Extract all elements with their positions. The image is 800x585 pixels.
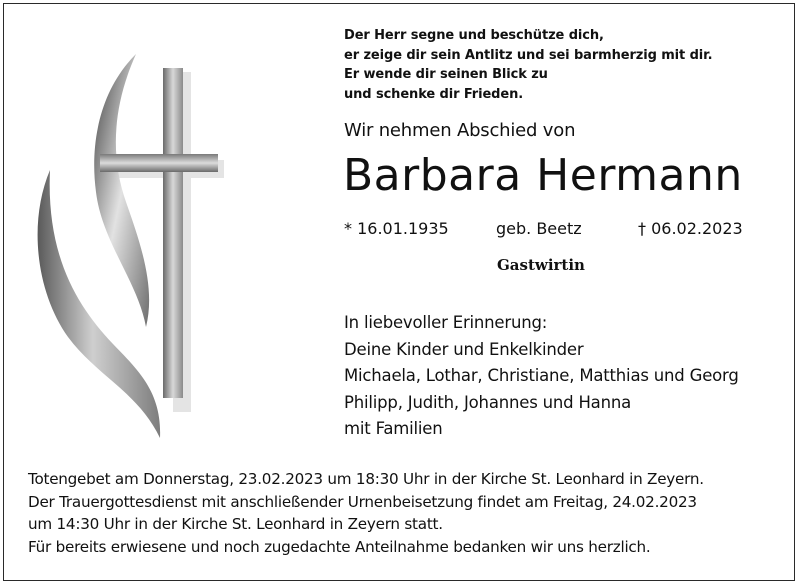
death-date: † 06.02.2023 (638, 219, 743, 238)
service-line: Der Trauergottesdienst mit anschließender Urnenbeisetzung findet am Freitag, 24.02.2023 (28, 492, 697, 511)
mourners-line: Michaela, Lothar, Christiane, Matthias und Georg (344, 366, 739, 385)
service-line: Totengebet am Donnerstag, 23.02.2023 um 18:30 Uhr in der Kirche St. Leonhard in Zeyern. (28, 470, 704, 488)
mourners-line: Philipp, Judith, Johannes und Hanna (344, 392, 632, 412)
farewell-intro: Wir nehmen Abschied von (344, 120, 576, 141)
blessing-line: er zeige dir sein Antlitz und sei barmherzig mit dir. (344, 47, 713, 63)
maiden-name: geb. Beetz (496, 219, 582, 238)
mourners-block (344, 310, 739, 443)
blessing-line: Er wende dir seinen Blick zu (344, 67, 548, 82)
deceased-name: Barbara Hermann (343, 150, 743, 201)
service-line: um 14:30 Uhr in der Kirche St. Leonhard in Zeyern statt. (28, 515, 443, 533)
blessing-line: und schenke dir Frieden. (344, 86, 524, 102)
blessing-verse (344, 26, 712, 104)
blessing-line: Der Herr segne und beschütze dich, (344, 28, 604, 43)
mourners-line: In liebevoller Erinnerung: (344, 313, 548, 332)
occupation: Gastwirtin (497, 256, 585, 274)
mourners-line: Deine Kinder und Enkelkinder (344, 339, 584, 359)
cross-with-flame-icon (28, 52, 228, 444)
service-info (28, 468, 704, 558)
service-line: Für bereits erwiesene und noch zugedachte Anteilnahme bedanken wir uns herzlich. (28, 537, 651, 556)
mourners-line: mit Familien (344, 419, 443, 438)
birth-date: * 16.01.1935 (344, 219, 449, 238)
life-dates (344, 219, 744, 243)
